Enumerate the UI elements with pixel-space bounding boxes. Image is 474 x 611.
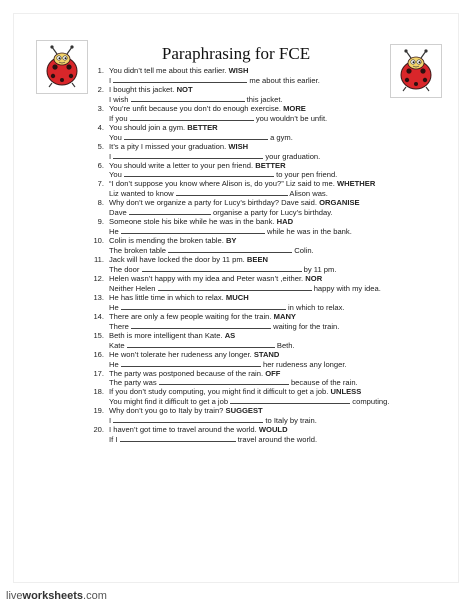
answer-suffix: her rudeness any longer. (262, 359, 347, 369)
question-text: Someone stole his bike while he was in the bank. (109, 217, 275, 227)
answer-blank[interactable] (113, 416, 263, 423)
exercise-item (92, 67, 464, 86)
worksheet-title: Paraphrasing for FCE (161, 44, 311, 63)
exercise-item (92, 105, 464, 124)
answer-blank[interactable] (129, 208, 211, 215)
answer-suffix: in which to relax. (287, 302, 345, 312)
keyword: WISH (228, 66, 249, 75)
answer-suffix: by 11 pm. (303, 265, 337, 275)
question-text: I haven’t got time to travel around the world. (109, 425, 257, 435)
answer-prefix: The party was (109, 378, 157, 388)
exercise-question (92, 351, 464, 360)
question-text: “I don’t suppose you know where Alison is, do you?” Liz said to me. (109, 179, 335, 189)
keyword: OFF (265, 368, 281, 378)
exercise-item (92, 237, 464, 256)
answer-blank[interactable] (124, 170, 274, 177)
question-text: You should join a gym. (109, 122, 186, 132)
answer-suffix: to Italy by train. (265, 416, 317, 426)
keyword: BETTER (255, 160, 286, 170)
item-number: 12. (93, 273, 104, 283)
exercise-question (92, 67, 464, 76)
answer-blank[interactable] (121, 303, 286, 310)
exercise-question (92, 388, 464, 397)
exercise-item (92, 294, 464, 313)
answer-prefix: The broken table (109, 246, 166, 256)
exercise-item (92, 199, 464, 218)
answer-blank[interactable] (130, 114, 254, 121)
answer-blank[interactable] (121, 227, 265, 234)
answer-suffix: Alison was. (289, 189, 328, 199)
question-text: There are only a few people waiting for the train. (109, 311, 272, 321)
item-number: 10. (93, 236, 104, 246)
question-text: Why don’t you go to Italy by train? (109, 406, 224, 416)
exercise-question (92, 199, 464, 208)
answer-prefix: You (109, 170, 122, 180)
exercise-question (92, 105, 464, 114)
answer-blank[interactable] (131, 95, 245, 102)
item-number: 13. (93, 292, 104, 302)
answer-suffix: Colin. (294, 246, 314, 256)
question-text: Beth is more intelligent than Kate. (109, 330, 223, 340)
exercise-item (92, 426, 464, 445)
answer-suffix: organise a party for Lucy’s birthday. (212, 208, 333, 218)
item-number: 3. (97, 103, 104, 113)
question-text: He won’t tolerate her rudeness any longer. (109, 349, 252, 359)
item-number: 6. (97, 160, 104, 170)
footer-brand-light: live (6, 590, 23, 602)
answer-blank[interactable] (230, 397, 350, 404)
answer-suffix: travel around the world. (237, 435, 318, 445)
exercise-item (92, 162, 464, 181)
exercise-question (92, 370, 464, 379)
keyword: NOR (305, 273, 323, 283)
exercise-question (92, 162, 464, 171)
question-text: The party was postponed because of the rain. (109, 368, 264, 378)
keyword: ORGANISE (319, 198, 360, 208)
answer-suffix: while he was in the bank. (266, 227, 352, 237)
answer-blank[interactable] (121, 360, 261, 367)
answer-prefix: Kate (109, 340, 125, 350)
answer-prefix: Liz wanted to know (109, 189, 174, 199)
exercise-question (92, 407, 464, 416)
answer-suffix: me about this earlier. (249, 75, 320, 85)
answer-blank[interactable] (113, 152, 263, 159)
item-number: 15. (93, 330, 104, 340)
item-number: 5. (97, 141, 104, 151)
keyword: HAD (276, 217, 294, 227)
exercise-item (92, 313, 464, 332)
answer-prefix: He (109, 227, 119, 237)
answer-blank[interactable] (120, 435, 236, 442)
question-text: If you don’t study computing, you might find it difficult to get a job. (109, 387, 329, 397)
question-text: Jack will have locked the door by 11 pm. (109, 255, 245, 265)
exercise-question (92, 256, 464, 265)
answer-prefix: You (109, 132, 122, 142)
exercise-question (92, 124, 464, 133)
answer-blank[interactable] (131, 322, 271, 329)
item-number: 2. (97, 84, 104, 94)
answer-prefix: The door (109, 265, 140, 275)
question-text: Colin is mending the broken table. (109, 236, 224, 246)
question-text: You didn’t tell me about this earlier. (109, 66, 227, 75)
answer-prefix: You might find it difficult to get a job (109, 397, 229, 407)
footer-brand-domain: .com (83, 590, 107, 602)
answer-blank[interactable] (127, 341, 275, 348)
keyword: WOULD (258, 425, 288, 435)
item-number: 14. (93, 311, 104, 321)
exercise-item (92, 332, 464, 351)
answer-prefix: There (109, 321, 129, 331)
exercise-item (92, 351, 464, 370)
answer-blank[interactable] (158, 284, 312, 291)
question-text: It’s a pity I missed your graduation. (109, 141, 227, 151)
footer-brand (6, 590, 107, 602)
answer-suffix: waiting for the train. (273, 321, 340, 331)
item-number: 11. (94, 255, 104, 265)
item-number: 9. (97, 217, 104, 227)
exercise-item (92, 180, 464, 199)
answer-blank[interactable] (168, 246, 292, 253)
answer-blank[interactable] (159, 378, 289, 385)
answer-prefix: I (109, 416, 112, 426)
exercise-item (92, 218, 464, 237)
answer-suffix: because of the rain. (290, 378, 358, 388)
keyword: SUGGEST (225, 406, 263, 416)
answer-blank[interactable] (176, 189, 288, 196)
answer-prefix: I wish (109, 94, 129, 104)
answer-prefix: He (109, 359, 119, 369)
question-text: Helen wasn’t happy with my idea and Peter wasn’t ,either. (109, 273, 304, 283)
item-number: 8. (97, 198, 104, 208)
keyword: MUCH (225, 292, 249, 302)
footer-brand-bold: worksheets (22, 590, 84, 602)
keyword: STAND (253, 349, 280, 359)
answer-prefix: I (109, 75, 112, 85)
exercise-item (92, 124, 464, 143)
item-number: 7. (97, 179, 104, 189)
exercise-item (92, 370, 464, 389)
exercise-question (92, 426, 464, 435)
item-number: 4. (97, 122, 104, 132)
exercise-item (92, 275, 464, 294)
answer-suffix: your graduation. (265, 151, 321, 161)
exercise-item (92, 86, 464, 105)
answer-blank[interactable] (113, 76, 247, 83)
answer-blank[interactable] (124, 133, 268, 140)
item-number: 16. (93, 349, 104, 359)
answer-suffix: to your pen friend. (276, 170, 338, 180)
item-number: 19. (93, 406, 104, 416)
keyword: MORE (283, 103, 306, 113)
question-text: You’re unfit because you don’t do enough exercise. (109, 103, 281, 113)
exercise-question (92, 313, 464, 322)
answer-suffix: Beth. (276, 340, 295, 350)
keyword: BEEN (246, 255, 269, 265)
keyword: WISH (228, 141, 249, 151)
item-number: 18. (93, 387, 104, 397)
answer-prefix: If I (109, 435, 118, 445)
answer-suffix: computing. (352, 397, 390, 407)
exercise-answer (92, 435, 464, 445)
exercise-item (92, 407, 464, 426)
question-text: I bought this jacket. (109, 84, 175, 94)
exercise-item (92, 143, 464, 162)
keyword: MANY (273, 311, 296, 321)
answer-prefix: I (109, 151, 112, 161)
exercise-question (92, 332, 464, 341)
exercise-question (92, 143, 464, 152)
exercise-list (92, 67, 464, 445)
answer-blank[interactable] (142, 265, 302, 272)
answer-suffix: you wouldn’t be unfit. (255, 113, 328, 123)
exercise-item (92, 388, 464, 407)
question-text: You should write a letter to your pen friend. (109, 160, 254, 170)
question-text: Why don’t we organize a party for Lucy’s birthday? Dave said. (109, 198, 317, 208)
keyword: BY (225, 236, 237, 246)
exercise-question (92, 294, 464, 303)
answer-prefix: He (109, 302, 119, 312)
exercise-item (92, 256, 464, 275)
answer-prefix: Dave (109, 208, 127, 218)
answer-prefix: Neither Helen (109, 283, 156, 293)
item-number: 17. (93, 368, 104, 378)
item-number: 1. (97, 66, 104, 75)
answer-suffix: a gym. (270, 132, 293, 142)
keyword: WHETHER (336, 179, 376, 189)
keyword: AS (224, 330, 236, 340)
item-number: 20. (93, 425, 104, 435)
exercise-question (92, 218, 464, 227)
question-text: He has little time in which to relax. (109, 292, 224, 302)
exercise-question (92, 180, 464, 189)
worksheet-page (14, 14, 458, 582)
keyword: BETTER (187, 122, 218, 132)
answer-suffix: this jacket. (246, 94, 283, 104)
exercise-question (92, 275, 464, 284)
exercise-question (92, 86, 464, 95)
keyword: NOT (176, 84, 193, 94)
exercise-question (92, 237, 464, 246)
answer-prefix: If you (109, 113, 128, 123)
keyword: UNLESS (330, 387, 362, 397)
answer-suffix: happy with my idea. (313, 283, 381, 293)
